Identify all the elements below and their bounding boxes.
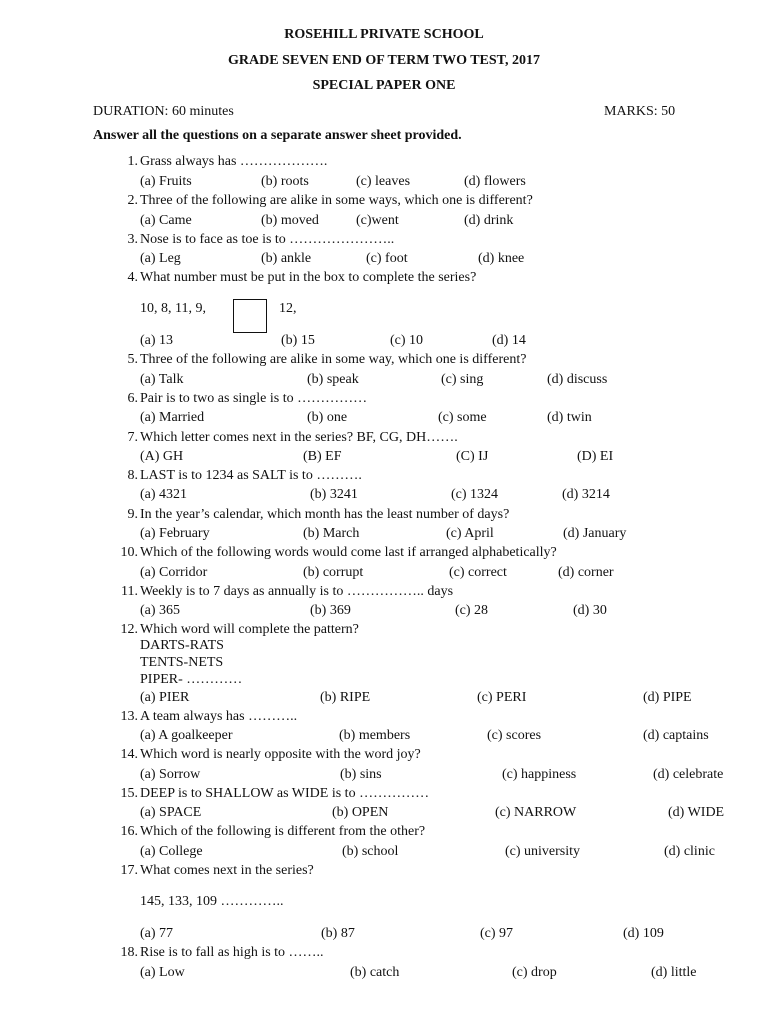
option-a: (a) Married (140, 410, 205, 425)
option-b: (b) roots (261, 174, 309, 189)
option-a: (a) Came (140, 213, 192, 228)
question-text: Pair is to two as single is to …………… (140, 391, 368, 406)
option-a: (a) PIER (140, 690, 190, 705)
option-d: (d) January (563, 526, 627, 541)
question-text: What number must be put in the box to complete the series? (140, 270, 477, 285)
question-number: 13. (120, 709, 138, 724)
option-c: (c) 1324 (451, 487, 499, 502)
option-b: (b) 3241 (310, 487, 358, 502)
option-d: (d) WIDE (668, 805, 725, 820)
option-b: (b) sins (340, 767, 382, 782)
marks: MARKS: 50 (604, 104, 676, 119)
question-text: Rise is to fall as high is to …….. (140, 945, 324, 960)
option-d: (d) clinic (664, 844, 715, 859)
option-c: (c) sing (441, 372, 484, 387)
option-d: (d) 3214 (562, 487, 610, 502)
question-text: A team always has ……….. (140, 709, 298, 724)
option-b: (b) speak (307, 372, 359, 387)
option-a: (a) Talk (140, 372, 184, 387)
option-d: (d) 14 (492, 333, 526, 348)
question-number: 17. (120, 863, 138, 878)
question-text: In the year’s calendar, which month has the least number of days? (140, 507, 510, 522)
question-number: 8. (127, 468, 138, 483)
series-left: 10, 8, 11, 9, (140, 301, 206, 316)
question-text: Which word is nearly opposite with the word joy? (140, 747, 421, 762)
option-d: (d) discuss (547, 372, 608, 387)
paper-title: SPECIAL PAPER ONE (312, 78, 456, 93)
option-d: (d) 109 (623, 926, 664, 941)
question-text: Which of the following is different from the other? (140, 824, 426, 839)
option-d: (d) knee (478, 251, 525, 266)
question-number: 2. (127, 193, 138, 208)
option-c: (c) 97 (480, 926, 514, 941)
question-number: 7. (127, 430, 138, 445)
option-b: (b) ankle (261, 251, 312, 266)
option-c: (c) university (505, 844, 581, 859)
option-c: (c) drop (512, 965, 557, 980)
option-c: (c) happiness (502, 767, 577, 782)
school-title: ROSEHILL PRIVATE SCHOOL (284, 27, 484, 42)
question-number: 9. (127, 507, 138, 522)
option-a: (a) Corridor (140, 565, 208, 580)
series-right: 12, (279, 301, 297, 316)
option-d: (d) corner (558, 565, 614, 580)
question-number: 1. (127, 154, 138, 169)
test-title: GRADE SEVEN END OF TERM TWO TEST, 2017 (228, 53, 540, 68)
option-a: (a) February (140, 526, 210, 541)
question-number: 11. (121, 584, 138, 599)
option-d: (D) EI (577, 449, 614, 464)
question-number: 5. (127, 352, 138, 367)
option-c: (c) 28 (455, 603, 489, 618)
option-c: (c)went (356, 213, 399, 228)
option-b: (b) school (342, 844, 399, 859)
option-d: (d) flowers (464, 174, 526, 189)
option-c: (c) NARROW (495, 805, 577, 820)
option-d: (d) celebrate (653, 767, 724, 782)
option-d: (d) little (651, 965, 697, 980)
option-b: (b) 87 (321, 926, 355, 941)
option-d: (d) twin (547, 410, 592, 425)
question-text: Nose is to face as toe is to ………………….. (140, 232, 395, 247)
question-text: Which word will complete the pattern? (140, 622, 359, 637)
option-a: (a) Sorrow (140, 767, 201, 782)
option-d: (d) drink (464, 213, 514, 228)
option-a: (a) 77 (140, 926, 174, 941)
question-number: 12. (120, 622, 138, 637)
option-a: (a) SPACE (140, 805, 202, 820)
option-c: (c) scores (487, 728, 542, 743)
option-b: (b) moved (261, 213, 319, 228)
question-number: 16. (120, 824, 138, 839)
option-a: (a) 4321 (140, 487, 188, 502)
question-text: Three of the following are alike in some ways, which one is different? (140, 193, 533, 208)
option-b: (b) March (303, 526, 360, 541)
option-a: (A) GH (140, 449, 184, 464)
question-number: 4. (127, 270, 138, 285)
option-c: (c) some (438, 410, 487, 425)
question-number: 14. (120, 747, 138, 762)
option-a: (a) College (140, 844, 203, 859)
question-text: DEEP is to SHALLOW as WIDE is to …………… (140, 786, 430, 801)
option-c: (C) IJ (456, 449, 489, 464)
option-c: (c) correct (449, 565, 507, 580)
option-d: (d) captains (643, 728, 709, 743)
option-b: (b) one (307, 410, 348, 425)
option-a: (a) 13 (140, 333, 174, 348)
question-text: Which of the following words would come last if arranged alphabetically? (140, 545, 557, 560)
question-number: 3. (127, 232, 138, 247)
question-number: 15. (120, 786, 138, 801)
pattern-line: TENTS-NETS (140, 655, 224, 670)
option-a: (a) Fruits (140, 174, 192, 189)
series-line: 145, 133, 109 ………….. (140, 894, 284, 909)
option-d: (d) PIPE (643, 690, 692, 705)
option-c: (c) foot (366, 251, 408, 266)
pattern-line: DARTS-RATS (140, 638, 224, 653)
instruction: Answer all the questions on a separate answer sheet provided. (93, 128, 462, 143)
duration: DURATION: 60 minutes (93, 104, 234, 119)
question-number: 10. (120, 545, 138, 560)
question-text: What comes next in the series? (140, 863, 314, 878)
option-a: (a) A goalkeeper (140, 728, 233, 743)
question-text: Weekly is to 7 days as annually is to …………….. days (140, 584, 454, 599)
question-text: Which letter comes next in the series? BF, CG, DH……. (140, 430, 458, 445)
answer-box (233, 299, 267, 333)
question-text: Grass always has ………………. (140, 154, 328, 169)
option-b: (b) 369 (310, 603, 351, 618)
option-b: (b) catch (350, 965, 400, 980)
question-text: LAST is to 1234 as SALT is to ………. (140, 468, 362, 483)
option-b: (b) 15 (281, 333, 315, 348)
option-b: (b) corrupt (303, 565, 364, 580)
option-b: (B) EF (303, 449, 342, 464)
pattern-line: PIPER- ………… (140, 672, 243, 687)
option-d: (d) 30 (573, 603, 607, 618)
option-b: (b) RIPE (320, 690, 371, 705)
question-number: 18. (120, 945, 138, 960)
option-b: (b) OPEN (332, 805, 389, 820)
option-c: (c) April (446, 526, 494, 541)
option-c: (c) 10 (390, 333, 424, 348)
option-c: (c) leaves (356, 174, 411, 189)
option-c: (c) PERI (477, 690, 527, 705)
option-a: (a) 365 (140, 603, 181, 618)
option-a: (a) Low (140, 965, 185, 980)
question-text: Three of the following are alike in some way, which one is different? (140, 352, 527, 367)
option-a: (a) Leg (140, 251, 181, 266)
option-b: (b) members (339, 728, 411, 743)
question-number: 6. (127, 391, 138, 406)
